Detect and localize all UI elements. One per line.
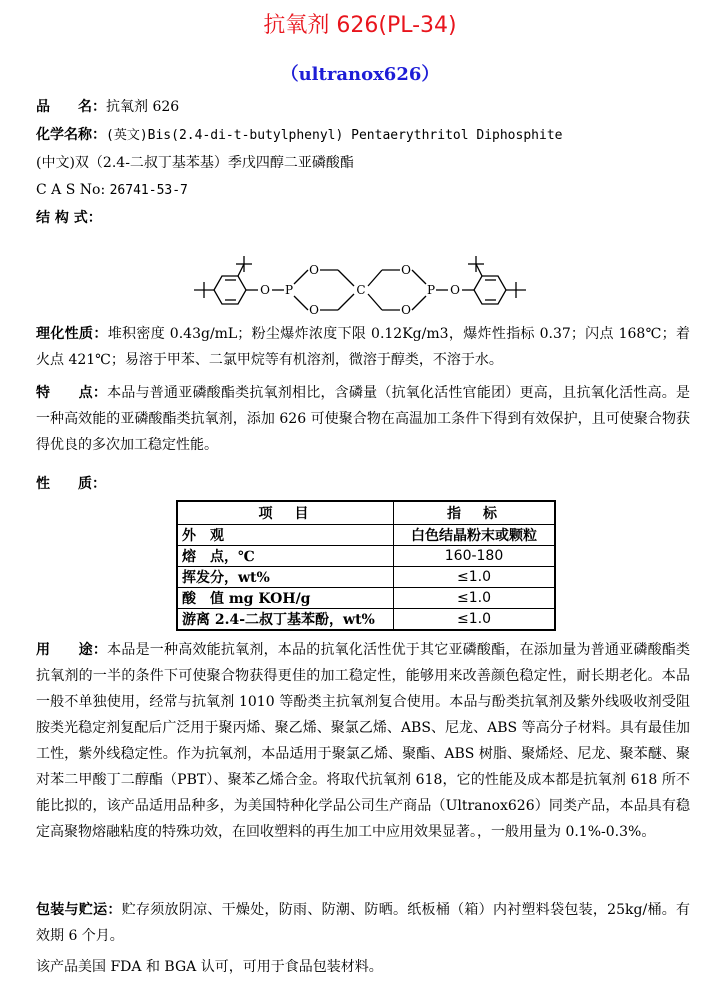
properties-label: 性 质： (36, 476, 106, 492)
table-row (177, 609, 555, 631)
physchem-paragraph (36, 321, 690, 373)
table-cell-item: 酸 值 mg KOH/g (177, 588, 394, 609)
table-header-item: 项 目 (177, 501, 394, 525)
usage-label: 用 途： (36, 642, 108, 658)
usage-text: 本品是一种高效能抗氧剂，本品的抗氧化活性优于其它亚磷酸酯，在添加量为普通亚磷酸酯类抗氧剂的一半的条件下可使聚合物获得更佳的加工稳定性，能够用来改善颜色稳定性，耐长期老化。本品一般不单独使用，经常与抗氧剂 1010 等酚类主抗氧剂复合使用。本品与酚类抗氧剂及紫外线吸收剂受阻胺类光稳定剂复配后广泛用于聚丙烯、聚乙烯、聚氯乙烯、ABS、尼龙、ABS 等高分子材料。具有最佳加工性，紫外线稳定性。作为抗氧剂，本品适用于聚氯乙烯、聚酯、ABS 树脂、聚烯烃、尼龙、聚苯醚、聚对苯二甲酸丁二醇酯（PBT）、聚苯乙烯合金。将取代抗氧剂 618，它的性能及成本都是抗氧剂 618 所不能比拟的，该产品适用品种多，为美国特种化学品公司生产商品（Ultranox626）同类产品，本品具有稳定高聚物熔融粘度的特殊功效，在回收塑料的再生加工中应用效果显著。，一般用量为 0.1%-0.3%。 (36, 642, 691, 840)
page-title: 抗氧剂 626(PL-34) (263, 13, 457, 38)
table-row (177, 525, 555, 546)
atom-label: O (260, 283, 270, 297)
chemical-name-label: 化学名称： (36, 127, 106, 143)
chemical-name-cn: (中文)双（2.4-二叔丁基苯基）季戊四醇二亚磷酸酯 (36, 155, 354, 171)
table-cell-value: 160-180 (394, 546, 556, 567)
atom-label: O (309, 303, 319, 317)
features-label: 特 点： (36, 385, 108, 401)
properties-table (176, 500, 556, 631)
physchem-text: 堆积密度 0.43g/mL；粉尘爆炸浓度下限 0.12Kg/m3，爆炸性指标 0.37；闪点 168℃；着火点 421℃；易溶于甲苯、二氯甲烷等有机溶剂，微溶于醇类，不溶于水。 (36, 326, 691, 368)
structure-label: 结 构 式： (36, 210, 102, 226)
atom-label: C (356, 283, 366, 297)
table-cell-value: ≤1.0 (394, 609, 556, 631)
product-name-row (36, 98, 686, 116)
table-cell-item: 挥发分，wt% (177, 567, 394, 588)
table-cell-value: ≤1.0 (394, 588, 556, 609)
physchem-label: 理化性质： (36, 326, 108, 342)
chemical-name-en: (英文)Bis(2.4-di-t-butylphenyl) Pentaerythritol Diphosphite (106, 128, 563, 143)
table-cell-item: 外 观 (177, 525, 394, 546)
table-cell-value: ≤1.0 (394, 567, 556, 588)
atom-label: O (401, 263, 411, 277)
table-cell-item: 游离 2.4-二叔丁基苯酚，wt% (177, 609, 394, 631)
table-row (177, 546, 555, 567)
product-name-label: 品 名： (36, 99, 106, 115)
atom-label: O (309, 263, 319, 277)
packaging-text: 贮存须放阴凉、干燥处，防雨、防潮、防晒。纸板桶（箱）内衬塑料袋包装，25kg/桶。有效期 6 个月。 (36, 902, 691, 944)
cas-label: C A S No: (36, 182, 110, 198)
cas-value: 26741-53-7 (109, 183, 188, 198)
table-cell-item: 熔 点，℃ (177, 546, 394, 567)
packaging-label: 包装与贮运： (36, 902, 122, 918)
page-subtitle: （ultranox626） (280, 64, 440, 85)
footer-note: 该产品美国 FDA 和 BGA 认可，可用于食品包装材料。 (36, 959, 383, 975)
structure-formula (190, 240, 530, 320)
table-header-row (177, 501, 555, 525)
table-row (177, 567, 555, 588)
usage-paragraph (36, 637, 690, 845)
product-name-value: 抗氧剂 626 (106, 99, 180, 115)
table-cell-value: 白色结晶粉末或颗粒 (394, 525, 556, 546)
features-paragraph (36, 380, 690, 458)
atom-label: P (284, 283, 294, 297)
packaging-paragraph (36, 897, 690, 949)
atom-label: P (426, 283, 436, 297)
atom-label: O (450, 283, 460, 297)
cas-row (36, 181, 686, 200)
table-header-value: 指 标 (394, 501, 556, 525)
table-row (177, 588, 555, 609)
chemical-name-row (36, 126, 686, 145)
features-text: 本品与普通亚磷酸酯类抗氧剂相比，含磷量（抗氧化活性官能团）更高，且抗氧化活性高。是一种高效能的亚磷酸酯类抗氧剂，添加 626 可使聚合物在高温加工条件下得到有效保护，且可使聚合物获得优良的多次加工稳定性能。 (36, 385, 691, 453)
atom-label: O (401, 303, 411, 317)
